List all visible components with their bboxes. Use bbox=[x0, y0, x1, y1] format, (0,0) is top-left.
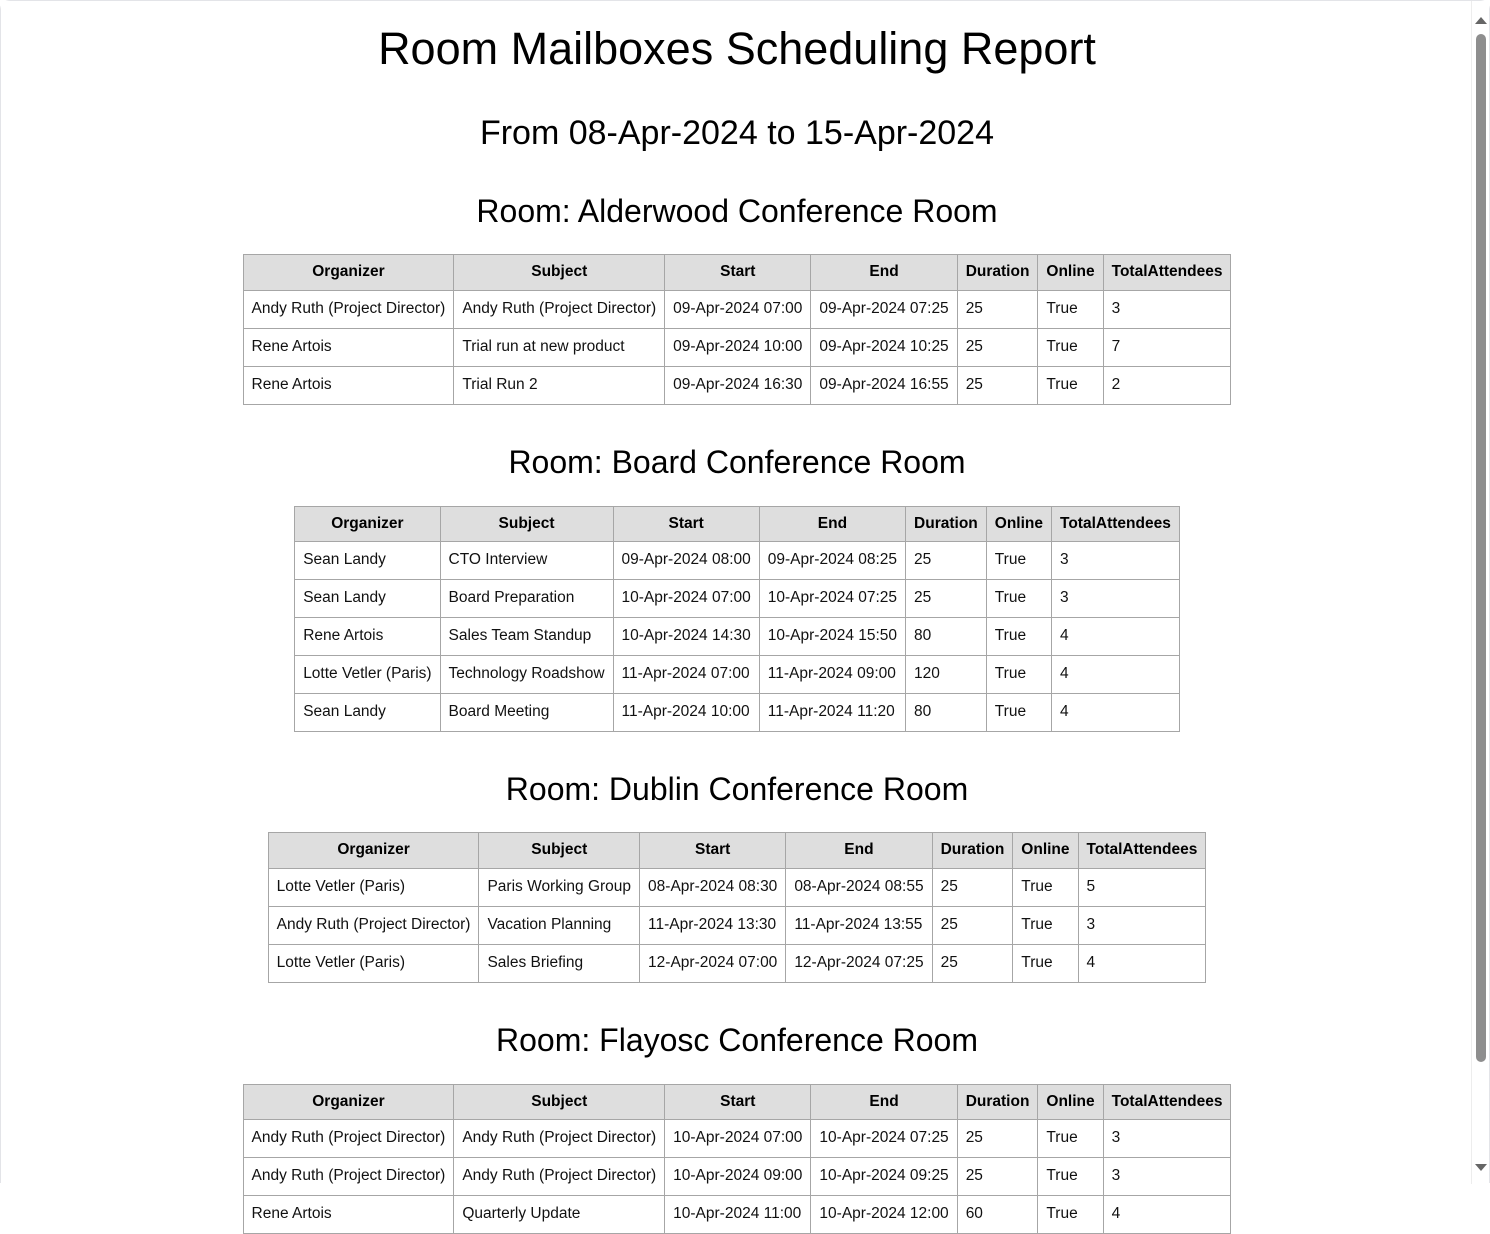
cell-total-attendees: 7 bbox=[1103, 329, 1231, 367]
column-header-start: Start bbox=[640, 833, 786, 869]
cell-end: 09-Apr-2024 10:25 bbox=[811, 329, 957, 367]
schedule-table-board bbox=[294, 506, 1180, 733]
cell-duration: 25 bbox=[957, 367, 1038, 405]
cell-end: 10-Apr-2024 12:00 bbox=[811, 1196, 957, 1234]
cell-online: True bbox=[1038, 1158, 1103, 1196]
cell-end: 11-Apr-2024 11:20 bbox=[759, 694, 905, 732]
cell-subject: Trial Run 2 bbox=[454, 367, 665, 405]
cell-end: 12-Apr-2024 07:25 bbox=[786, 945, 932, 983]
cell-duration: 25 bbox=[957, 1158, 1038, 1196]
column-header-subject: Subject bbox=[440, 506, 613, 542]
column-header-totalattendees: TotalAttendees bbox=[1078, 833, 1206, 869]
cell-online: True bbox=[1013, 869, 1078, 907]
cell-subject: Andy Ruth (Project Director) bbox=[454, 1158, 665, 1196]
cell-end: 11-Apr-2024 09:00 bbox=[759, 656, 905, 694]
cell-end: 09-Apr-2024 07:25 bbox=[811, 291, 957, 329]
cell-online: True bbox=[1013, 907, 1078, 945]
column-header-duration: Duration bbox=[906, 506, 987, 542]
cell-subject: Vacation Planning bbox=[479, 907, 640, 945]
cell-subject: Board Preparation bbox=[440, 580, 613, 618]
table-row bbox=[295, 580, 1180, 618]
column-header-totalattendees: TotalAttendees bbox=[1103, 255, 1231, 291]
cell-online: True bbox=[1038, 367, 1103, 405]
cell-start: 12-Apr-2024 07:00 bbox=[640, 945, 786, 983]
cell-organizer: Andy Ruth (Project Director) bbox=[243, 1158, 454, 1196]
cell-start: 10-Apr-2024 09:00 bbox=[665, 1158, 811, 1196]
column-header-organizer: Organizer bbox=[243, 255, 454, 291]
cell-duration: 25 bbox=[957, 329, 1038, 367]
table-row bbox=[243, 1196, 1231, 1234]
cell-total-attendees: 4 bbox=[1052, 656, 1180, 694]
cell-total-attendees: 3 bbox=[1103, 291, 1231, 329]
column-header-end: End bbox=[786, 833, 932, 869]
report-date-range: From 08-Apr-2024 to 15-Apr-2024 bbox=[479, 114, 995, 153]
cell-end: 10-Apr-2024 15:50 bbox=[759, 618, 905, 656]
schedule-table-dublin bbox=[268, 832, 1207, 983]
cell-total-attendees: 4 bbox=[1078, 945, 1206, 983]
table-wrapper-flayosc bbox=[1, 1084, 1473, 1234]
column-header-online: Online bbox=[1038, 255, 1103, 291]
column-header-organizer: Organizer bbox=[268, 833, 479, 869]
cell-total-attendees: 5 bbox=[1078, 869, 1206, 907]
cell-duration: 25 bbox=[957, 1120, 1038, 1158]
cell-total-attendees: 3 bbox=[1103, 1158, 1231, 1196]
room-heading-alderwood: Room: Alderwood Conference Room bbox=[476, 193, 998, 230]
column-header-subject: Subject bbox=[454, 255, 665, 291]
table-wrapper-dublin bbox=[1, 832, 1473, 983]
table-wrapper-board bbox=[1, 506, 1473, 733]
cell-end: 10-Apr-2024 07:25 bbox=[811, 1120, 957, 1158]
cell-total-attendees: 3 bbox=[1052, 542, 1180, 580]
cell-start: 10-Apr-2024 11:00 bbox=[665, 1196, 811, 1234]
cell-organizer: Rene Artois bbox=[243, 367, 454, 405]
table-header-row bbox=[295, 506, 1180, 542]
cell-start: 09-Apr-2024 08:00 bbox=[613, 542, 759, 580]
cell-duration: 60 bbox=[957, 1196, 1038, 1234]
column-header-duration: Duration bbox=[957, 1084, 1038, 1120]
cell-total-attendees: 3 bbox=[1103, 1120, 1231, 1158]
cell-organizer: Rene Artois bbox=[243, 1196, 454, 1234]
cell-online: True bbox=[986, 656, 1051, 694]
table-header-row bbox=[243, 1084, 1231, 1120]
cell-organizer: Lotte Vetler (Paris) bbox=[268, 869, 479, 907]
cell-total-attendees: 3 bbox=[1052, 580, 1180, 618]
cell-online: True bbox=[1038, 291, 1103, 329]
scroll-up-arrow-icon[interactable] bbox=[1472, 11, 1490, 29]
table-row bbox=[295, 542, 1180, 580]
cell-organizer: Rene Artois bbox=[295, 618, 440, 656]
cell-duration: 25 bbox=[932, 907, 1013, 945]
cell-organizer: Sean Landy bbox=[295, 542, 440, 580]
cell-online: True bbox=[986, 694, 1051, 732]
cell-total-attendees: 4 bbox=[1052, 618, 1180, 656]
cell-total-attendees: 3 bbox=[1078, 907, 1206, 945]
column-header-online: Online bbox=[986, 506, 1051, 542]
table-header-row bbox=[268, 833, 1206, 869]
cell-start: 09-Apr-2024 07:00 bbox=[665, 291, 811, 329]
column-header-duration: Duration bbox=[957, 255, 1038, 291]
cell-end: 10-Apr-2024 09:25 bbox=[811, 1158, 957, 1196]
cell-subject: Andy Ruth (Project Director) bbox=[454, 1120, 665, 1158]
cell-online: True bbox=[1038, 1196, 1103, 1234]
room-heading-flayosc: Room: Flayosc Conference Room bbox=[496, 1022, 978, 1059]
cell-start: 11-Apr-2024 13:30 bbox=[640, 907, 786, 945]
cell-end: 11-Apr-2024 13:55 bbox=[786, 907, 932, 945]
cell-end: 09-Apr-2024 16:55 bbox=[811, 367, 957, 405]
vertical-scrollbar[interactable] bbox=[1471, 1, 1489, 1184]
table-wrapper-alderwood bbox=[1, 254, 1473, 405]
table-row bbox=[243, 1158, 1231, 1196]
cell-duration: 25 bbox=[906, 542, 987, 580]
cell-end: 09-Apr-2024 08:25 bbox=[759, 542, 905, 580]
table-row bbox=[243, 291, 1231, 329]
cell-total-attendees: 4 bbox=[1103, 1196, 1231, 1234]
cell-online: True bbox=[1038, 329, 1103, 367]
cell-organizer: Rene Artois bbox=[243, 329, 454, 367]
cell-start: 09-Apr-2024 10:00 bbox=[665, 329, 811, 367]
cell-subject: CTO Interview bbox=[440, 542, 613, 580]
cell-start: 10-Apr-2024 07:00 bbox=[665, 1120, 811, 1158]
cell-total-attendees: 2 bbox=[1103, 367, 1231, 405]
column-header-end: End bbox=[811, 1084, 957, 1120]
cell-organizer: Sean Landy bbox=[295, 694, 440, 732]
cell-duration: 25 bbox=[957, 291, 1038, 329]
column-header-totalattendees: TotalAttendees bbox=[1052, 506, 1180, 542]
cell-total-attendees: 4 bbox=[1052, 694, 1180, 732]
cell-start: 10-Apr-2024 14:30 bbox=[613, 618, 759, 656]
table-row bbox=[295, 656, 1180, 694]
column-header-subject: Subject bbox=[479, 833, 640, 869]
table-row bbox=[268, 869, 1206, 907]
table-row bbox=[243, 329, 1231, 367]
cell-start: 11-Apr-2024 07:00 bbox=[613, 656, 759, 694]
cell-start: 10-Apr-2024 07:00 bbox=[613, 580, 759, 618]
cell-duration: 25 bbox=[932, 945, 1013, 983]
table-row bbox=[243, 1120, 1231, 1158]
column-header-online: Online bbox=[1038, 1084, 1103, 1120]
table-row bbox=[268, 907, 1206, 945]
report-page bbox=[1, 1, 1473, 1223]
table-row bbox=[268, 945, 1206, 983]
schedule-table-alderwood bbox=[243, 254, 1232, 405]
column-header-start: Start bbox=[613, 506, 759, 542]
cell-organizer: Andy Ruth (Project Director) bbox=[243, 291, 454, 329]
table-header-row bbox=[243, 255, 1231, 291]
room-heading-board: Room: Board Conference Room bbox=[508, 444, 966, 481]
cell-start: 08-Apr-2024 08:30 bbox=[640, 869, 786, 907]
room-heading-dublin: Room: Dublin Conference Room bbox=[505, 771, 969, 808]
cell-organizer: Sean Landy bbox=[295, 580, 440, 618]
cell-organizer: Lotte Vetler (Paris) bbox=[268, 945, 479, 983]
column-header-end: End bbox=[811, 255, 957, 291]
cell-online: True bbox=[986, 542, 1051, 580]
cell-end: 10-Apr-2024 07:25 bbox=[759, 580, 905, 618]
column-header-organizer: Organizer bbox=[243, 1084, 454, 1120]
cell-duration: 80 bbox=[906, 618, 987, 656]
scrollbar-thumb[interactable] bbox=[1476, 34, 1486, 1062]
table-row bbox=[243, 367, 1231, 405]
column-header-subject: Subject bbox=[454, 1084, 665, 1120]
column-header-organizer: Organizer bbox=[295, 506, 440, 542]
schedule-table-flayosc bbox=[243, 1084, 1232, 1234]
column-header-duration: Duration bbox=[932, 833, 1013, 869]
cell-online: True bbox=[1038, 1120, 1103, 1158]
page-title: Room Mailboxes Scheduling Report bbox=[378, 23, 1096, 74]
cell-subject: Quarterly Update bbox=[454, 1196, 665, 1234]
column-header-online: Online bbox=[1013, 833, 1078, 869]
cell-subject: Trial run at new product bbox=[454, 329, 665, 367]
column-header-end: End bbox=[759, 506, 905, 542]
cell-start: 09-Apr-2024 16:30 bbox=[665, 367, 811, 405]
cell-subject: Paris Working Group bbox=[479, 869, 640, 907]
rooms-container bbox=[1, 192, 1473, 1234]
column-header-totalattendees: TotalAttendees bbox=[1103, 1084, 1231, 1120]
column-header-start: Start bbox=[665, 1084, 811, 1120]
cell-organizer: Lotte Vetler (Paris) bbox=[295, 656, 440, 694]
cell-subject: Sales Briefing bbox=[479, 945, 640, 983]
cell-duration: 25 bbox=[906, 580, 987, 618]
cell-online: True bbox=[986, 580, 1051, 618]
scroll-down-arrow-icon[interactable] bbox=[1472, 1158, 1490, 1176]
cell-online: True bbox=[1013, 945, 1078, 983]
cell-duration: 25 bbox=[932, 869, 1013, 907]
cell-subject: Sales Team Standup bbox=[440, 618, 613, 656]
cell-organizer: Andy Ruth (Project Director) bbox=[268, 907, 479, 945]
cell-online: True bbox=[986, 618, 1051, 656]
cell-subject: Board Meeting bbox=[440, 694, 613, 732]
cell-duration: 80 bbox=[906, 694, 987, 732]
cell-end: 08-Apr-2024 08:55 bbox=[786, 869, 932, 907]
cell-duration: 120 bbox=[906, 656, 987, 694]
cell-organizer: Andy Ruth (Project Director) bbox=[243, 1120, 454, 1158]
cell-start: 11-Apr-2024 10:00 bbox=[613, 694, 759, 732]
cell-subject: Technology Roadshow bbox=[440, 656, 613, 694]
table-row bbox=[295, 618, 1180, 656]
column-header-start: Start bbox=[665, 255, 811, 291]
cell-subject: Andy Ruth (Project Director) bbox=[454, 291, 665, 329]
table-row bbox=[295, 694, 1180, 732]
